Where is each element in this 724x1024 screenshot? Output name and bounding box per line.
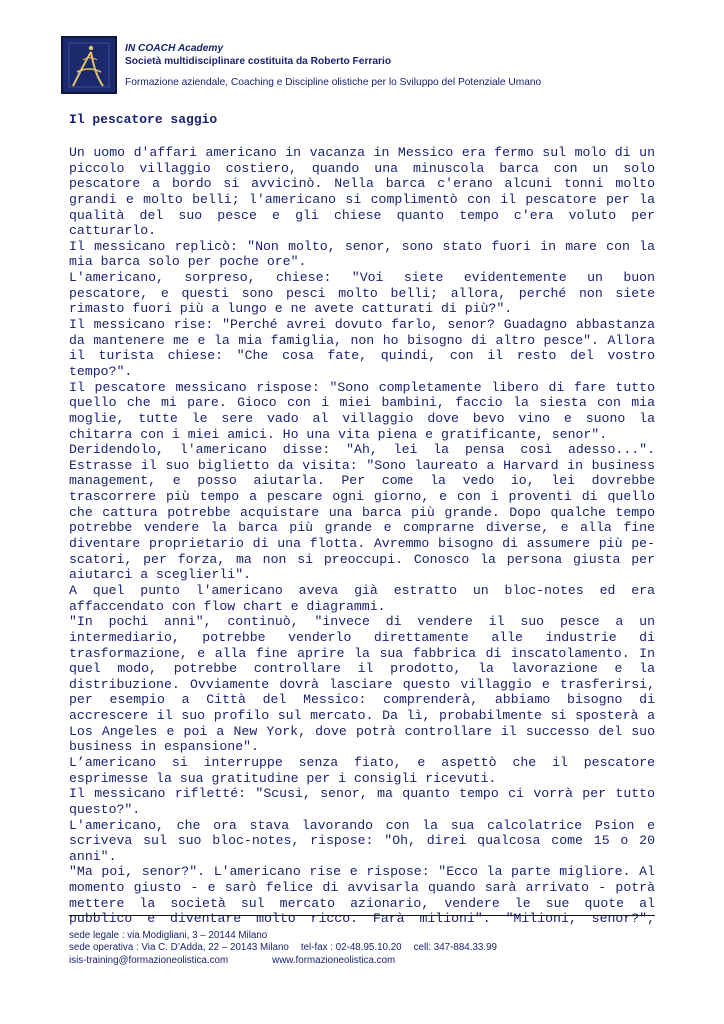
academy-name: IN COACH Academy (125, 43, 224, 54)
footer-divider (69, 915, 655, 916)
story-line: Un uomo d'affari americano in vacanza in Messico era fermo sul molo di un (69, 145, 655, 160)
letterhead (125, 43, 685, 89)
story-line: trasformazione, e alla fine aprire la sua fabbrica di inscatolamento. In (69, 645, 655, 661)
story-line: rimasto fuori più a lungo e ne avete catturati di più?". (69, 301, 513, 317)
story-line: da mantenere me e la mia famiglia, non ho bisogno di altro pesce". Allora (69, 332, 655, 348)
story-line: A quel punto l'americano aveva già estratto un bloc-notes ed era (69, 582, 655, 598)
story-line: per esempio a Città del Messico: comprenderà, abbiamo bisogno di (69, 692, 655, 708)
story-line: questo?". (69, 801, 141, 817)
story-line: qualità del suo pesce e gli chiese quanto tempo c'era voluto per (69, 207, 655, 223)
story-line: catturarlo. (69, 223, 157, 239)
story-line: mia barca solo per poche ore". (69, 254, 307, 270)
story-line: L'americano, sorpreso, chiese: "Voi siete evidentemente un buon (69, 270, 655, 286)
story-line: L'americano, che ora stava lavorando con la sua calcolatrice Psion e (69, 817, 655, 833)
story-line: affaccendato con flow chart e diagrammi. (69, 598, 386, 614)
story-line: scriveva sul suo bloc-notes, rispose: "Oh, direi qualcosa come 15 o 20 (69, 833, 655, 849)
story-line: anni". (69, 848, 117, 864)
story-line: Los Angeles e poi a New York, dove potrà controllare il successo del suo (69, 723, 655, 739)
story-line: pescatore, e questi sono pesci molto belli; allora, perché non siete (69, 285, 655, 301)
story-line: Il messicano replicò: "Non molto, senor, sono stato fuori in mare con la (69, 238, 655, 254)
story-line: momento giusto - e sarò felice di avvisarla quando sarà arrivato - potrà (69, 880, 655, 896)
story-line: Estrasse il suo biglietto da visita: "Sono laureato a Harvard in business (69, 457, 655, 473)
footer-contact-row (69, 955, 629, 967)
footer-email[interactable]: isis-training@formazioneolistica.com (69, 954, 229, 966)
footer-fax: tel-fax : 02-48.95.10.20 (300, 942, 402, 954)
ia-logo (61, 36, 117, 94)
story-line: Il messicano rise: "Perché avrei dovuto farlo, senor? Guadagno abbastanza (69, 317, 655, 333)
story-line: management, e posso aiutarla. Per come la vedo io, lei dovrebbe (69, 473, 655, 489)
story-line: piccolo villaggio costiero, quando una minuscola barca con un solo (69, 160, 655, 176)
footer-operative-row (69, 942, 629, 954)
story-line: tempo?". (69, 363, 133, 379)
story-line: trascorrere più tempo a pescare ogni giorno, e con i proventi di quello (69, 489, 655, 505)
footer-operative-address: sede operativa : Via C. D’Adda, 22 – 20143 Milano (69, 942, 289, 954)
story-line: scatori, per forza, ma non si preoccupi. Conosco la persona giusta per (69, 551, 655, 567)
story-line: distribuzione. Ovviamente dovrà lasciare questo villaggio e trasferirsi, (69, 676, 655, 692)
story-line: pubblico e diventare molto ricco. Farà milioni". "Milioni, senor?", (69, 911, 655, 927)
story-line: grandi e molto belli; l'americano si complimentò con il pescatore per la (69, 191, 655, 207)
story-line: diventare proprietario di una flotta. Avremmo bisogno di assumere più pe- (69, 536, 655, 552)
story-line: Deridendolo, l'americano disse: "Ah, lei la pensa così adesso...". (69, 442, 655, 458)
footer-cell: cell: 347-884.33.99 (413, 942, 497, 954)
footer-legal-address: sede legale : via Modigliani, 3 – 20144 Milano (69, 930, 268, 941)
story-line: accrescere il suo profilo sul mercato. Da lì, probabilmente si sposterà a (69, 708, 655, 724)
story-line: business in espansione". (69, 739, 259, 755)
story-line: esprimesse la sua gratitudine per i consigli ricevuti. (69, 770, 497, 786)
footer-website[interactable]: www.formazioneolistica.com (272, 954, 396, 966)
story-line: chitarra con i miei amici. Ho una vita piena e gratificante, senor". (69, 426, 608, 442)
footer (69, 930, 629, 967)
story-line: L’americano si interruppe senza fiato, e aspettò che il pescatore (69, 754, 655, 770)
story-line: il turista chiese: "Che cosa fate, quindi, con il resto del vostro (69, 348, 655, 364)
story-line: che cattura potrebbe acquistare una barca più grande. Dopo qualche tempo (69, 504, 655, 520)
story-line: "Ma poi, senor?". L'americano rise e rispose: "Ecco la parte migliore. Al (69, 864, 655, 880)
story-body (69, 145, 655, 927)
story-line: quel modo, potrebbe controllare il prodotto, la lavorazione e la (69, 661, 655, 677)
story-line: intermediario, potrebbe venderlo direttamente alle industrie di (69, 629, 655, 645)
story-title: Il pescatore saggio (69, 112, 218, 127)
story-line: aiutarci a sceglierli". (69, 567, 252, 583)
story-line: "In pochi anni", continuò, "invece di vendere il suo pesce a un (69, 614, 655, 630)
story-line: Il pescatore messicano rispose: "Sono completamente libero di fare tutto (69, 379, 655, 395)
tagline: Formazione aziendale, Coaching e Discipline olistiche per lo Sviluppo del Potenziale Umano (125, 77, 542, 88)
story-line: mettere la società sul mercato azionario, vendere le sue quote al (69, 895, 655, 911)
story-line: pescatore a bordo si avvicinò. Nella barca c'erano alcuni tonni molto (69, 176, 655, 192)
story-line: potrebbe vendere la barca più grande e comprarne diverse, e alla fine (69, 520, 655, 536)
story-line: Il messicano rifletté: "Scusi, senor, ma quanto tempo ci vorrà per tutto (69, 786, 655, 802)
company-description: Società multidisciplinare costituita da Roberto Ferrario (125, 56, 392, 67)
story-line: quello che mi pare. Gioco con i miei bambini, faccio la siesta con mia (69, 395, 655, 411)
story-line: moglie, tutte le sere vado al villaggio dove bevo vino e suono la (69, 410, 655, 426)
